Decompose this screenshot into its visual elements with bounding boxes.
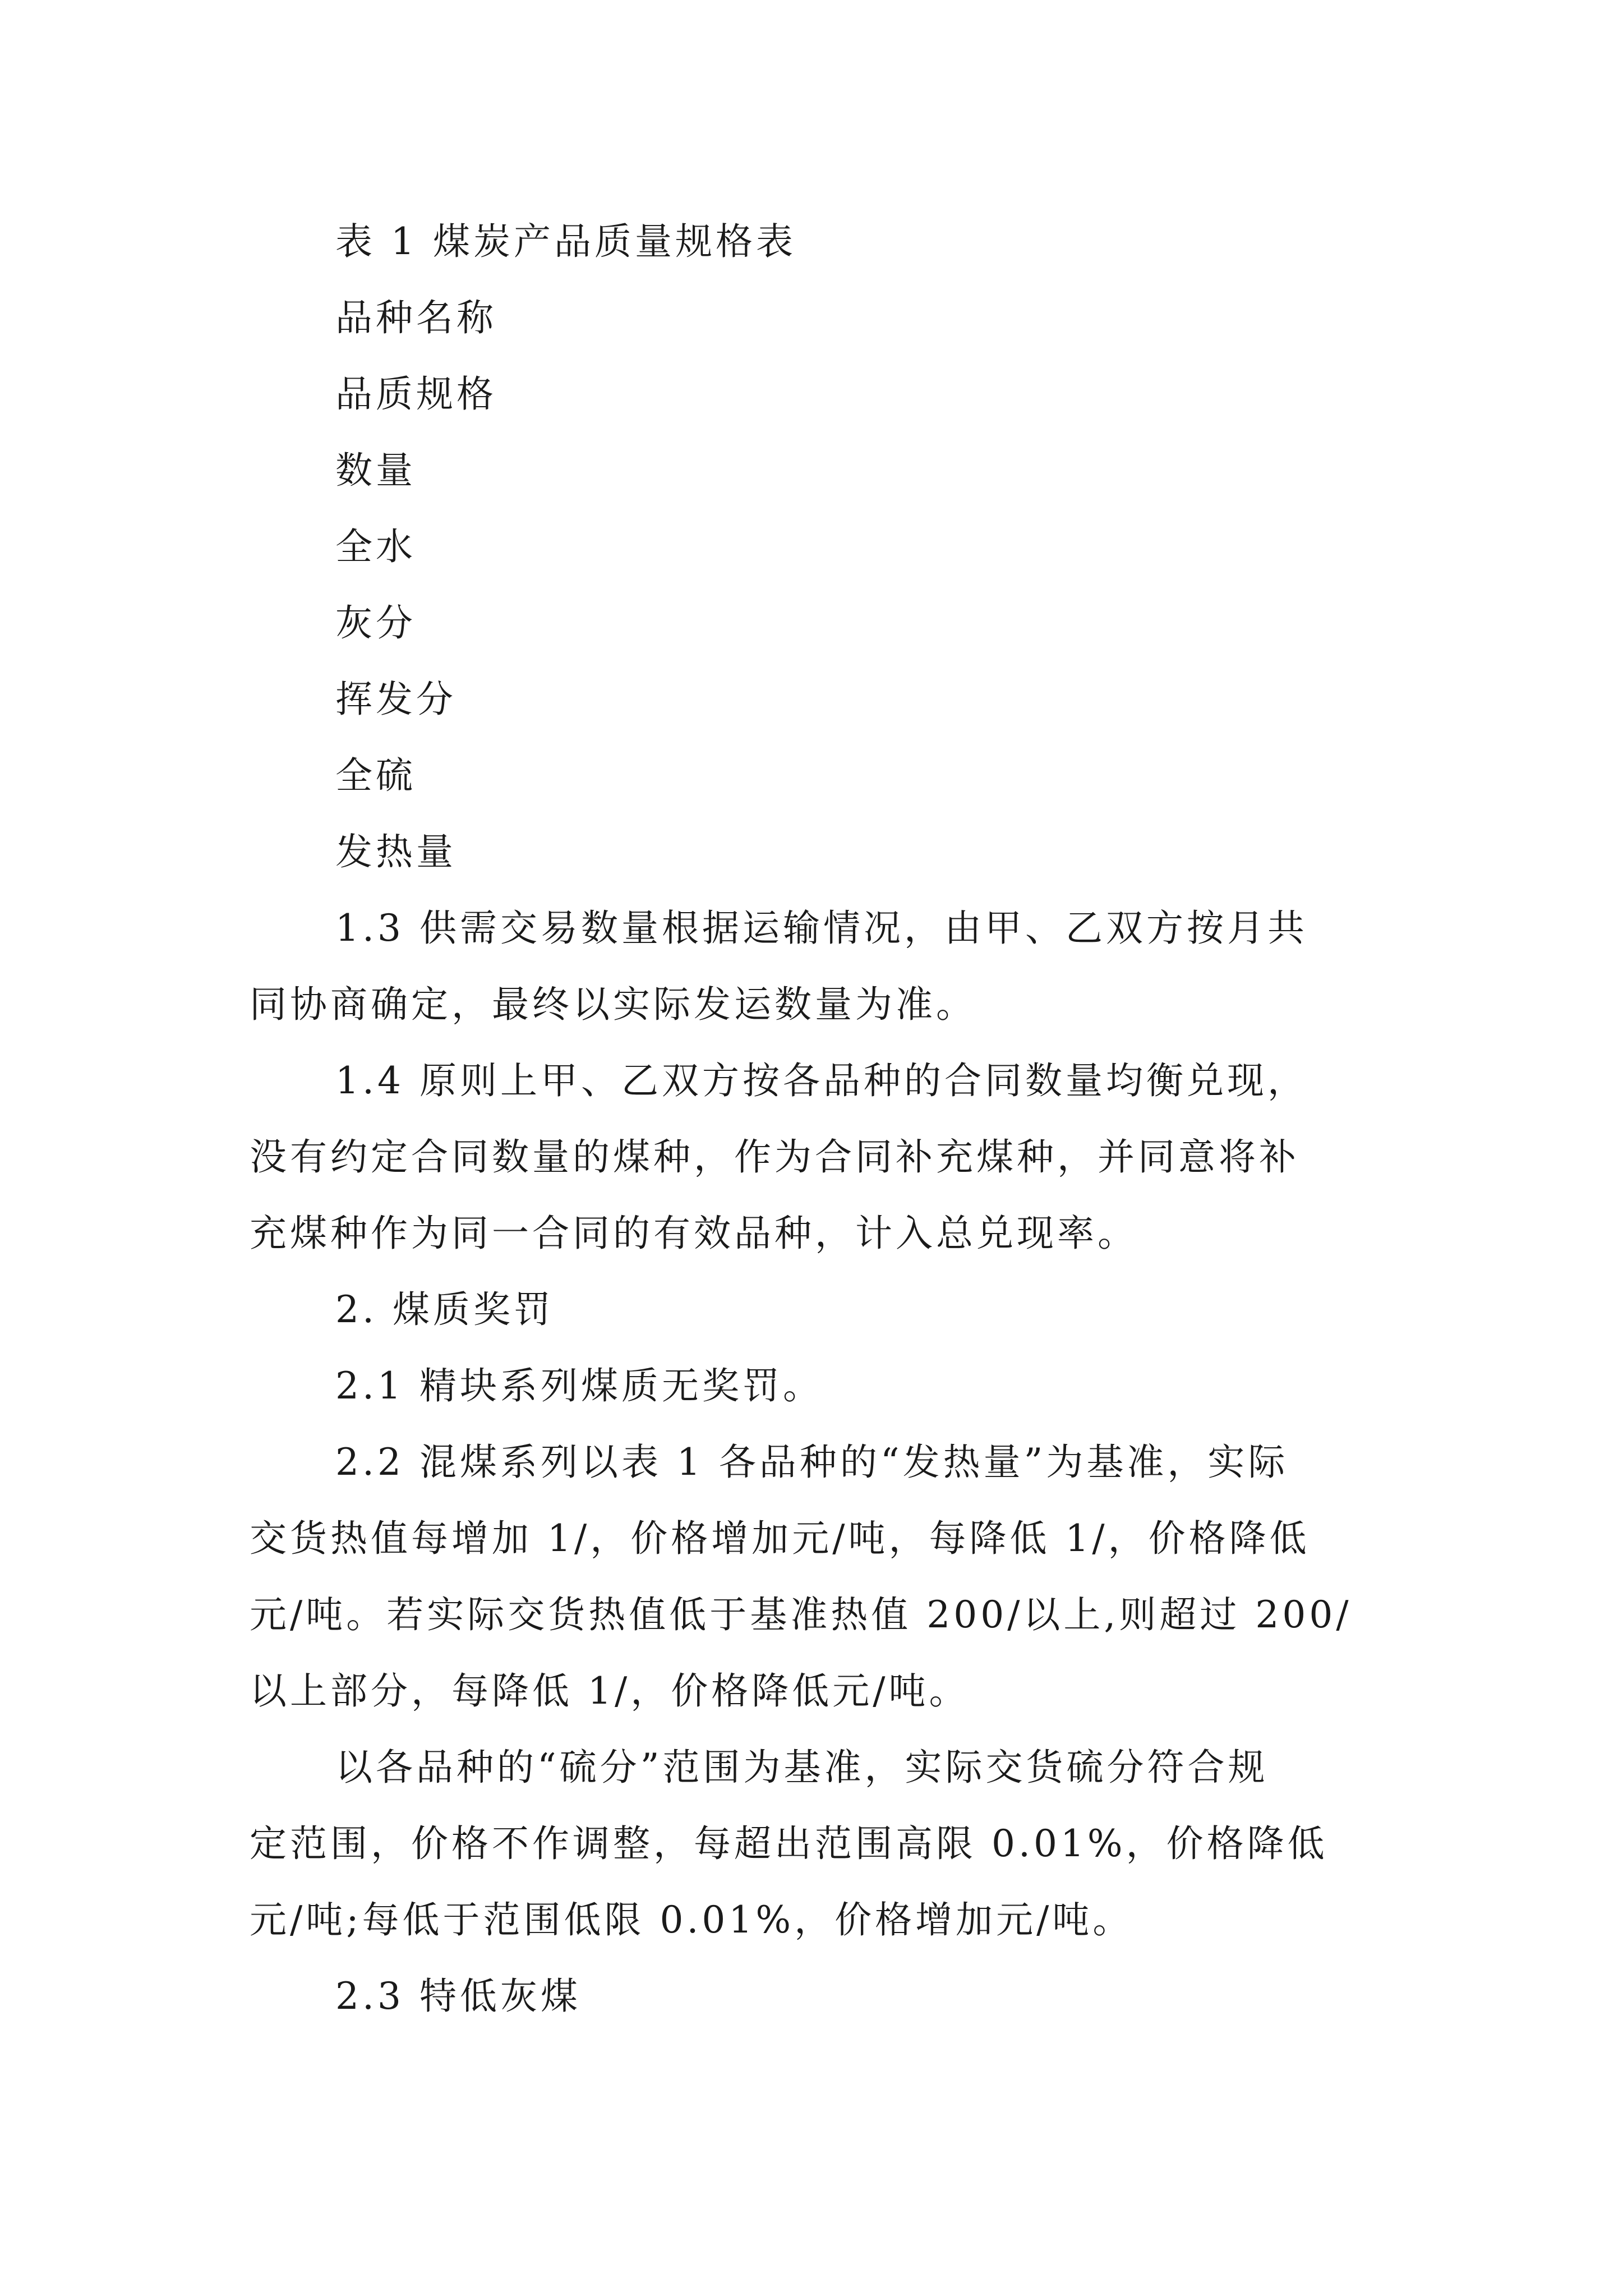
para-2-2-line-4: 以上部分，每降低 1/，价格降低元/吨。 (250, 1669, 970, 1713)
para-sulfur-line-3: 元/吨;每低于范围低限 0.01%，价格增加元/吨。 (250, 1898, 1133, 1941)
para-2-2-line-3: 元/吨。若实际交货热值低于基准热值 200/以上,则超过 200/ (250, 1593, 1352, 1636)
para-1-4-line-2: 没有约定合同数量的煤种，作为合同补充煤种，并同意将补 (250, 1135, 1299, 1179)
table-caption: 表 1 煤炭产品质量规格表 (335, 220, 796, 263)
para-2-2-line-1: 2.2 混煤系列以表 1 各品种的“发热量”为基准，实际 (335, 1441, 1289, 1484)
para-1-4-line-1: 1.4 原则上甲、乙双方按各品种的合同数量均衡兑现， (335, 1059, 1308, 1102)
para-1-3-line-1: 1.3 供需交易数量根据运输情况，由甲、乙双方按月共 (335, 907, 1308, 950)
para-sulfur-line-1: 以各品种的“硫分”范围为基准，实际交货硫分符合规 (335, 1746, 1269, 1789)
table-item-total-moisture: 全水 (335, 525, 416, 568)
table-item-variety-name: 品种名称 (335, 296, 497, 339)
para-1-4-line-3: 充煤种作为同一合同的有效品种，计入总兑现率。 (250, 1212, 1138, 1255)
heading-2: 2. 煤质奖罚 (335, 1288, 554, 1331)
para-2-1: 2.1 精块系列煤质无奖罚。 (335, 1364, 823, 1407)
table-item-quantity: 数量 (335, 449, 416, 492)
para-1-3-line-2: 同协商确定，最终以实际发运数量为准。 (250, 983, 976, 1026)
table-item-total-sulfur: 全硫 (335, 754, 416, 797)
heading-2-3: 2.3 特低灰煤 (335, 1975, 581, 2018)
para-sulfur-line-2: 定范围，价格不作调整，每超出范围高限 0.01%，价格降低 (250, 1822, 1328, 1865)
para-2-2-line-2: 交货热值每增加 1/，价格增加元/吨，每降低 1/，价格降低 (250, 1517, 1310, 1560)
table-item-quality-spec: 品质规格 (335, 372, 497, 416)
table-item-ash: 灰分 (335, 601, 416, 645)
table-item-volatile: 挥发分 (335, 678, 457, 721)
table-item-calorific: 发热量 (335, 830, 457, 873)
